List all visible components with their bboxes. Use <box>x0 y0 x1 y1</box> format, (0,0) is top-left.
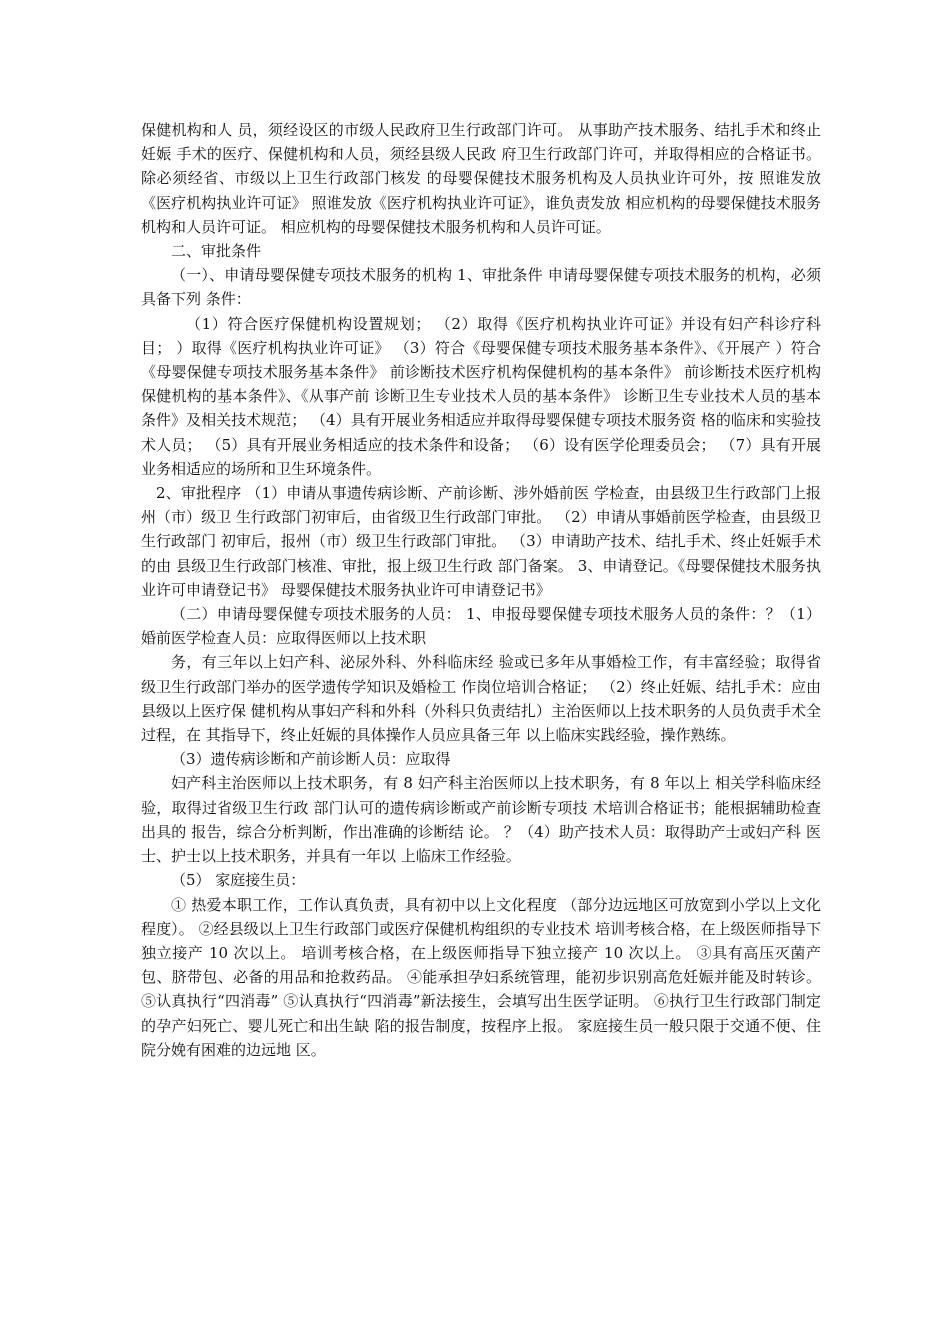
section-heading-approval-conditions: 二、审批条件 <box>171 242 262 261</box>
paragraph-institution-conditions: （1）符合医疗保健机构设置规划； （2）取得《医疗机构执业许可证》并设有妇产科诊疗科目； ）取得《医疗机构执业许可证》 （3）符合《母婴保健专项技术服务基本条件》、《开展产 ）符合《母婴保健专项技术服务基本条件》 前诊断技术医疗机构保健机构的基本条件》 前诊断技术医疗机构保健机构的基本条件》、《从事产前 诊断卫生专业技术人员的基本条件》 诊断卫生专业技术人员的基本条件》及相关技术规范； （4）具有开展业务相适应并取得母婴保健专项技术服务资 格的临床和实验技术人员； （5）具有开展业务相适应的技术条件和设备； （6）设有医学伦理委员会； （7）具有开展业务相适应的场所和卫生环境条件。 <box>141 314 821 478</box>
document-body <box>141 118 821 1062</box>
paragraph-genetic-diagnosis-heading: （3）遗传病诊断和产前诊断人员：应取得 <box>171 750 451 769</box>
paragraph-premarital-exam: 务，有三年以上妇产科、泌尿外科、外科临床经 验或已多年从事婚检工作，有丰富经验；取得省 级卫生行政部门举办的医学遗传学知识及婚检工 作岗位培训合格证； （2）终止妊娠、结扎手术：应由县级以上医疗保 健机构从事妇产科和外科（外科只负责结扎）主治医师以上技术职务的人员负责手术全过程，在 其指导下，终止妊娠的具体操作人员应具备三年 以上临床实践经验，操作熟练。 <box>141 653 821 745</box>
paragraph-home-midwife-heading: （5） 家庭接生员： <box>171 871 306 890</box>
paragraph-approval-procedure: 2、审批程序 （1）申请从事遗传病诊断、产前诊断、涉外婚前医 学检查，由县级卫生行政部门上报州（市）级卫 生行政部门初审后，由省级卫生行政部门审批。 （2）申请从事婚前医学检查，由县级卫生行政部门 初审后，报州（市）级卫生行政部门审批。 （3）申请助产技术、结扎手术、终止妊娠手术的由 县级卫生行政部门核准、审批，报上级卫生行政 部门备案。 3、申请登记。《母婴保健技术服务执业许可申请登记书》 母婴保健技术服务执业许可申请登记书》 <box>141 484 821 599</box>
paragraph-home-midwife: ① 热爱本职工作，工作认真负责，具有初中以上文化程度 （部分边远地区可放宽到小学以上文化程度）。 ②经县级以上卫生行政部门或医疗保健机构组织的专业技术 培训考核合格，在上级医师指导下独立接产 10 次以上。 培训考核合格，在上级医师指导下独立接产 10 次以上。 ③具有高压灭菌产包、脐带包、必备的用品和抢救药品。 ④能承担孕妇系统管理，能初步识别高危妊娠并能及时转诊。 ⑤认真执行“四消毒” ⑤认真执行“四消毒”新法接生，会填写出生医学证明。 ⑥执行卫生行政部门制定的孕产妇死亡、婴儿死亡和出生缺 陷的报告制度，按程序上报。 家庭接生员一般只限于交通不便、住院分娩有困难的边远地 区。 <box>141 895 821 1059</box>
paragraph-genetic-diagnosis: 妇产科主治医师以上技术职务，有 8 妇产科主治医师以上技术职务，有 8 年以上 相关学科临床经验，取得过省级卫生行政 部门认可的遗传病诊断或产前诊断专项技 术培训合格证书；能根据辅助检查出具的 报告，综合分析判断，作出准确的诊断结 论。 ？（4）助产技术人员：取得助产士或妇产科 医士、护士以上技术职务，并具有一年以 上临床工作经验。 <box>141 774 821 866</box>
paragraph-personnel-intro: （二）申请母婴保健专项技术服务的人员： 1、申报母婴保健专项技术服务人员的条件：？（1）婚前医学检查人员：应取得医师以上技术职 <box>141 605 821 648</box>
paragraph-licensing: 保健机构和人 员，须经设区的市级人民政府卫生行政部门许可。 从事助产技术服务、结扎手术和终止妊娠 手术的医疗、保健机构和人员，须经县级人民政 府卫生行政部门许可，并取得相应的合格证书。 除必须经省、市级以上卫生行政部门核发 的母婴保健技术服务机构及人员执业许可外，按 照谁发放《医疗机构执业许可证》 照谁发放《医疗机构执业许可证》，谁负责发放 相应机构的母婴保健技术服务机构和人员许可证。 相应机构的母婴保健技术服务机构和人员许可证。 <box>141 121 821 236</box>
paragraph-institution-intro: （一）、申请母婴保健专项技术服务的机构 1、审批条件 申请母婴保健专项技术服务的机构，必须具备下列 条件： <box>141 266 821 309</box>
